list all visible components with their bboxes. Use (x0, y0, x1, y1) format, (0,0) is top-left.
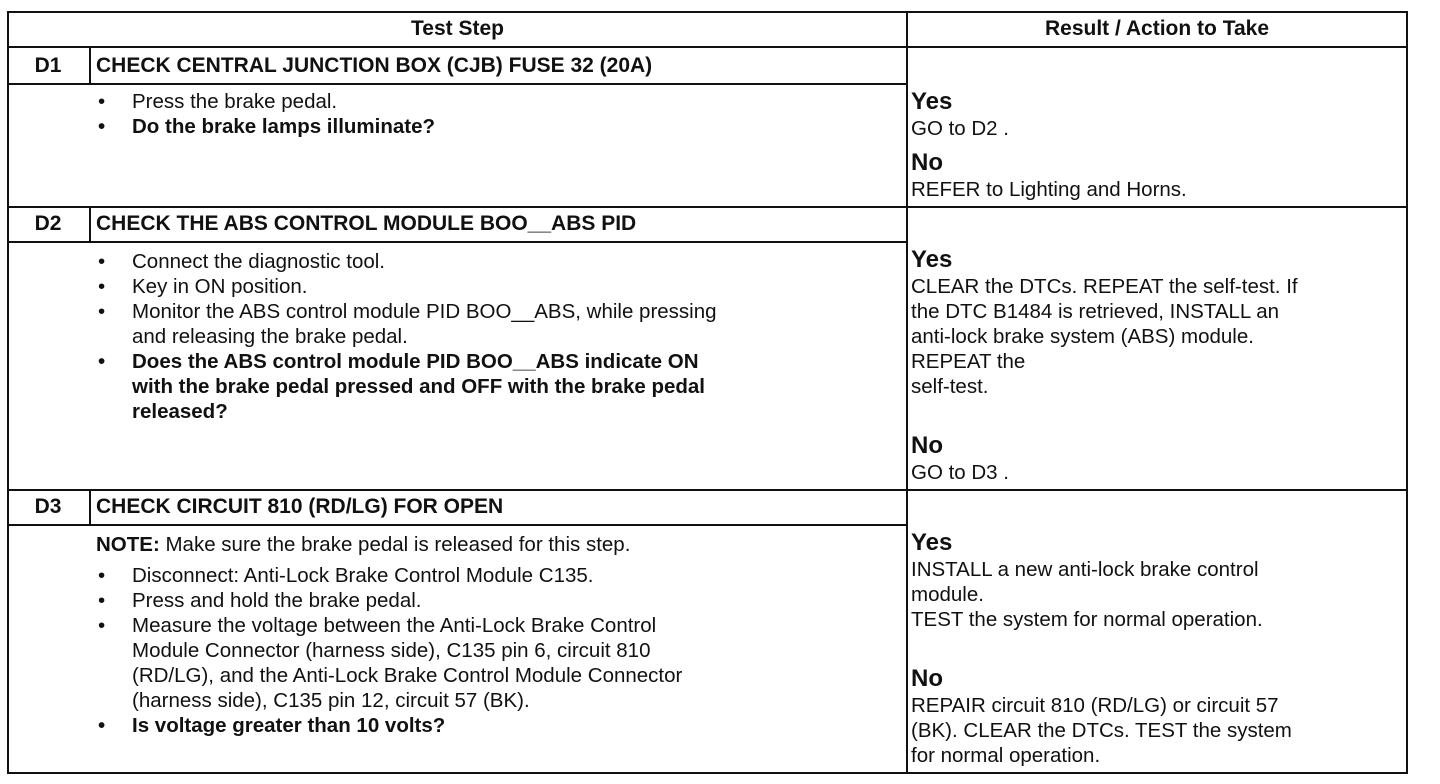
step-id: D3 (34, 495, 62, 518)
step-instructions (96, 249, 717, 424)
no-action: REFER to Lighting and Horns. (911, 178, 1187, 201)
d3-title-divider (7, 524, 908, 526)
yes-label: Yes (911, 88, 953, 115)
yes-action: GO to D2 . (911, 117, 1009, 140)
yes-action: anti-lock brake system (ABS) module. (911, 325, 1254, 348)
step-title: CHECK CIRCUIT 810 (RD/LG) FOR OPEN (96, 495, 504, 518)
step-title: CHECK CENTRAL JUNCTION BOX (CJB) FUSE 32 (20A) (96, 54, 653, 77)
d1-id-divider (89, 48, 91, 84)
step-id: D2 (34, 212, 62, 235)
header-test-step: Test Step (411, 17, 504, 40)
no-action: REPAIR circuit 810 (RD/LG) or circuit 57 (911, 694, 1279, 717)
list-item: • Does the ABS control module PID BOO__ABS indicate ON with the brake pedal pressed and OFF with the brake pedal released? (98, 350, 705, 423)
no-label: No (911, 665, 943, 692)
header-result-action: Result / Action to Take (1044, 17, 1270, 40)
yes-action: module. (911, 583, 984, 606)
d1-row-divider (7, 206, 1408, 208)
yes-action: TEST the system for normal operation. (911, 608, 1263, 631)
yes-action: REPEAT the (911, 350, 1026, 373)
result-block (911, 246, 1403, 485)
d1-title-divider (7, 83, 908, 85)
step-id: D1 (34, 54, 62, 77)
list-item: • Do the brake lamps illuminate? (98, 115, 436, 138)
yes-action: INSTALL a new anti-lock brake control (911, 558, 1259, 581)
list-item: • Connect the diagnostic tool. (98, 250, 385, 273)
column-divider (906, 11, 908, 774)
yes-label: Yes (911, 529, 953, 556)
d2-title-divider (7, 241, 908, 243)
note: NOTE: Make sure the brake pedal is released for this step. (96, 533, 631, 556)
no-action: for normal operation. (911, 744, 1101, 767)
list-item: • Is voltage greater than 10 volts? (98, 714, 446, 737)
step-instructions (96, 532, 682, 738)
list-item: • Disconnect: Anti-Lock Brake Control Module C135. (98, 564, 594, 587)
yes-label: Yes (911, 246, 953, 273)
list-item: • Monitor the ABS control module PID BOO__ABS, while pressing and releasing the brake pedal. (98, 300, 717, 348)
step-title: CHECK THE ABS CONTROL MODULE BOO__ABS PID (96, 212, 637, 235)
result-block (911, 88, 1403, 202)
list-item: • Key in ON position. (98, 275, 308, 298)
list-item: • Press and hold the brake pedal. (98, 589, 422, 612)
no-action: (BK). CLEAR the DTCs. TEST the system (911, 719, 1292, 742)
result-block (911, 529, 1403, 768)
no-label: No (911, 432, 943, 459)
header-divider (7, 46, 1408, 48)
list-item: • Press the brake pedal. (98, 90, 338, 113)
no-label: No (911, 149, 943, 176)
step-instructions (96, 89, 435, 139)
yes-action: self-test. (911, 375, 989, 398)
d2-row-divider (7, 489, 1408, 491)
d2-id-divider (89, 207, 91, 242)
yes-action: the DTC B1484 is retrieved, INSTALL an (911, 300, 1280, 323)
list-item: • Measure the voltage between the Anti-Lock Brake Control Module Connector (harness side), C135 pin 6, circuit 810 (RD/LG), and the Anti-Lock Brake Control Module Connector (harness side), C135 pin 12, circuit 57 (BK). (98, 614, 683, 712)
no-action: GO to D3 . (911, 461, 1009, 484)
d3-id-divider (89, 490, 91, 525)
yes-action: CLEAR the DTCs. REPEAT the self-test. If (911, 275, 1298, 298)
